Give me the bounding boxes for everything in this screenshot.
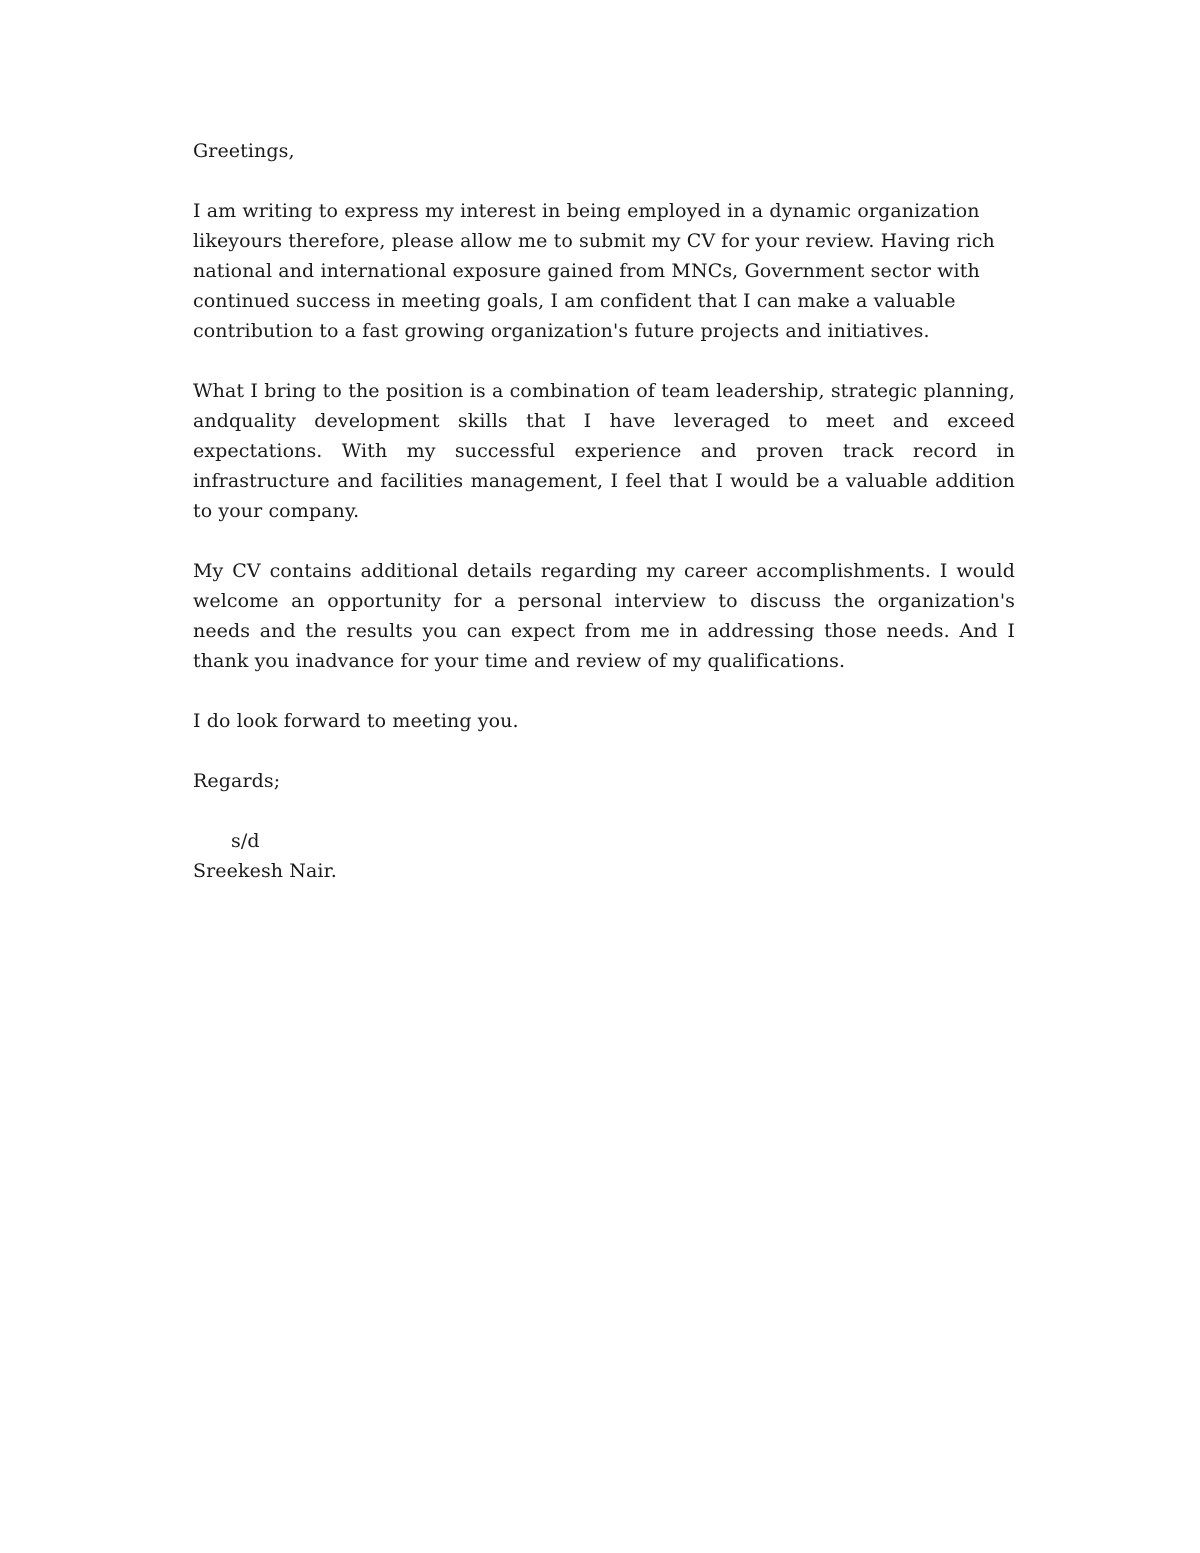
- signer-name: Sreekesh Nair.: [193, 860, 337, 882]
- letter-paragraph-interview: My CV contains additional details regarding my career accomplishments. I would welcome an opportunity for a personal interview to discuss the organization's needs and the results you can expect from me in addressing those needs. And I thank you inadvance for your time and review of my qualifications.: [193, 560, 1015, 672]
- letter-closing: Regards;: [193, 770, 281, 792]
- signature-block: [193, 826, 1015, 886]
- letter-paragraph-intro: I am writing to express my interest in being employed in a dynamic organization likeyours therefore, please allow me to submit my CV for your review. Having rich national and international exposure gained from MNCs, Government sector with continued success in meeting goals, I am confident that I can make a valuable contribution to a fast growing organization's future projects and initiatives.: [193, 200, 995, 342]
- signature-mark: s/d: [231, 830, 260, 852]
- letter-paragraph-skills: What I bring to the position is a combination of team leadership, strategic planning, andquality development skills that I have leveraged to meet and exceed expectations. With my successful experience and proven track record in infrastructure and facilities management, I feel that I would be a valuable addition to your company.: [193, 380, 1015, 522]
- letter-greeting: Greetings,: [193, 140, 295, 162]
- letter-paragraph-closing-line: I do look forward to meeting you.: [193, 710, 519, 732]
- cover-letter: [193, 136, 1015, 886]
